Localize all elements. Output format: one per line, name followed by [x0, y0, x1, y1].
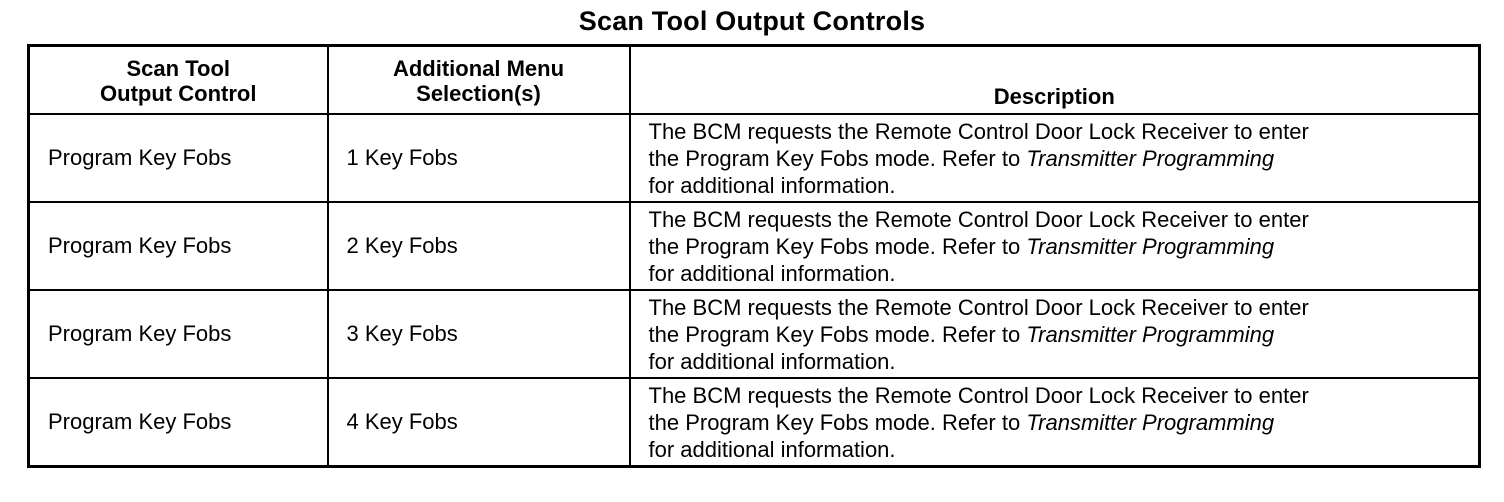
description-reference: Transmitter Programming: [1026, 409, 1275, 435]
description-cell: [630, 378, 1480, 467]
menu-selection-cell: 2 Key Fobs: [328, 202, 630, 290]
description-cell: [630, 202, 1480, 290]
table-row: [29, 290, 1480, 378]
description-line2: the Program Key Fobs mode. Refer to: [648, 233, 1027, 259]
header-output-control-line2: Output Control: [100, 81, 257, 106]
menu-selection-cell: 1 Key Fobs: [328, 114, 630, 202]
menu-selection-cell: 3 Key Fobs: [328, 290, 630, 378]
menu-selection-cell: 4 Key Fobs: [328, 378, 630, 467]
output-control-cell: Program Key Fobs: [29, 290, 328, 378]
header-output-control-line1: Scan Tool: [126, 56, 230, 81]
header-additional-menu: [328, 46, 630, 115]
description-cell: [630, 290, 1480, 378]
description-line3: for additional information.: [648, 348, 896, 374]
header-row: [29, 46, 1480, 115]
header-additional-menu-line2: Selection(s): [416, 81, 541, 106]
description-reference: Transmitter Programming: [1026, 321, 1275, 347]
description-line1: The BCM requests the Remote Control Door Lock Receiver to enter: [648, 118, 1309, 144]
header-additional-menu-line1: Additional Menu: [392, 56, 565, 81]
description-cell: [630, 114, 1480, 202]
output-control-cell: Program Key Fobs: [29, 202, 328, 290]
description-line2: the Program Key Fobs mode. Refer to: [648, 145, 1027, 171]
table-row: [29, 202, 1480, 290]
description-line1: The BCM requests the Remote Control Door Lock Receiver to enter: [648, 294, 1309, 320]
description-reference: Transmitter Programming: [1026, 233, 1275, 259]
table-title: Scan Tool Output Controls: [578, 6, 926, 36]
output-control-cell: Program Key Fobs: [29, 378, 328, 467]
description-line2: the Program Key Fobs mode. Refer to: [648, 409, 1027, 435]
header-description: Description: [630, 46, 1480, 115]
description-line1: The BCM requests the Remote Control Door Lock Receiver to enter: [648, 206, 1309, 232]
table-row: [29, 114, 1480, 202]
header-output-control: [29, 46, 328, 115]
output-controls-table: [27, 44, 1481, 468]
table-row: [29, 378, 1480, 467]
description-reference: Transmitter Programming: [1026, 145, 1275, 171]
output-control-cell: Program Key Fobs: [29, 114, 328, 202]
description-line3: for additional information.: [648, 260, 896, 286]
description-line3: for additional information.: [648, 436, 896, 462]
description-line2: the Program Key Fobs mode. Refer to: [648, 321, 1027, 347]
description-line3: for additional information.: [648, 172, 896, 198]
description-line1: The BCM requests the Remote Control Door Lock Receiver to enter: [648, 382, 1309, 408]
